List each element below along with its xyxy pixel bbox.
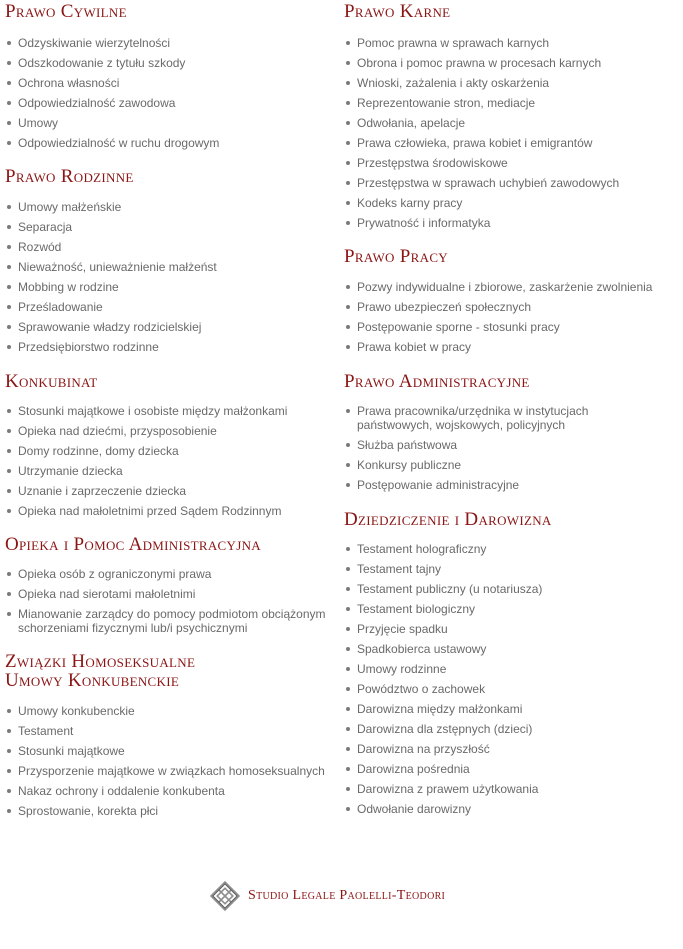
list-item: Darowizna między małżonkami	[344, 702, 679, 716]
list-item: Darowizna z prawem użytkowania	[344, 782, 679, 796]
section-title: Związki Homoseksualne	[5, 651, 196, 672]
section-title: Konkubinat	[5, 371, 98, 392]
list-item: Stosunki majątkowe	[5, 744, 335, 758]
list-item: Domy rodzinne, domy dziecka	[5, 444, 335, 458]
section-zwiazki	[5, 652, 335, 818]
list-item: Odzyskiwanie wierzytelności	[5, 36, 335, 50]
item-list	[5, 704, 335, 818]
list-item: Sprawowanie władzy rodzicielskiej	[5, 320, 335, 334]
section-prawo-karne	[344, 2, 679, 230]
section-title: Prawo Administracyjne	[344, 371, 530, 392]
item-list	[5, 200, 335, 354]
list-item: Opieka nad sierotami małoletnimi	[5, 587, 335, 601]
list-item: Mianowanie zarządcy do pomocy podmiotom obciążonym schorzeniami fizycznymi lub/i psychicznymi	[5, 607, 333, 635]
section-title: Prawo Cywilne	[5, 1, 127, 22]
list-item: Testament tajny	[344, 562, 679, 576]
list-item: Odwołania, apelacje	[344, 116, 679, 130]
list-item: Konkursy publiczne	[344, 458, 679, 472]
item-list	[5, 567, 335, 635]
list-item: Przestępstwa w sprawach uchybień zawodowych	[344, 176, 679, 190]
list-item: Postępowanie sporne - stosunki pracy	[344, 320, 679, 334]
section-title: Opieka i Pomoc Administracyjna	[5, 534, 261, 555]
section-opieka	[5, 535, 335, 635]
list-item: Kodeks karny pracy	[344, 196, 679, 210]
list-item: Ochrona własności	[5, 76, 335, 90]
list-item: Przestępstwa środowiskowe	[344, 156, 679, 170]
list-item: Pomoc prawna w sprawach karnych	[344, 36, 679, 50]
list-item: Odpowiedzialność zawodowa	[5, 96, 335, 110]
list-item: Separacja	[5, 220, 335, 234]
list-item: Sprostowanie, korekta płci	[5, 804, 335, 818]
list-item: Umowy konkubenckie	[5, 704, 335, 718]
list-item: Darowizna dla zstępnych (dzieci)	[344, 722, 679, 736]
footer-brand[interactable]	[208, 879, 478, 913]
list-item: Testament biologiczny	[344, 602, 679, 616]
list-item: Umowy	[5, 116, 335, 130]
list-item: Przedsiębiorstwo rodzinne	[5, 340, 335, 354]
list-item: Prawa pracownika/urzędnika w instytucjach państwowych, wojskowych, policyjnych	[344, 404, 602, 432]
section-prawo-administracyjne	[344, 372, 679, 492]
item-list	[5, 36, 335, 150]
list-item: Odszkodowanie z tytułu szkody	[5, 56, 335, 70]
list-item: Testament holograficzny	[344, 542, 679, 556]
list-item: Prawa człowieka, prawa kobiet i emigrantów	[344, 136, 679, 150]
section-title: Dziedziczenie i Darowizna	[344, 509, 552, 530]
list-item: Opieka osób z ograniczonymi prawa	[5, 567, 335, 581]
list-item: Stosunki majątkowe i osobiste między małżonkami	[5, 404, 335, 418]
section-konkubinat	[5, 372, 335, 518]
item-list	[344, 36, 679, 230]
section-prawo-pracy	[344, 247, 679, 354]
list-item: Rozwód	[5, 240, 335, 254]
list-item: Uznanie i zaprzeczenie dziecka	[5, 484, 335, 498]
list-item: Prawo ubezpieczeń społecznych	[344, 300, 679, 314]
section-dziedziczenie	[344, 510, 679, 816]
list-item: Przyjęcie spadku	[344, 622, 679, 636]
list-item: Testament publiczny (u notariusza)	[344, 582, 679, 596]
list-item: Nieważność, unieważnienie małżeńst	[5, 260, 335, 274]
list-item: Utrzymanie dziecka	[5, 464, 335, 478]
list-item: Prywatność i informatyka	[344, 216, 679, 230]
list-item: Wnioski, zażalenia i akty oskarżenia	[344, 76, 679, 90]
list-item: Testament	[5, 724, 335, 738]
list-item: Służba państwowa	[344, 438, 679, 452]
list-item: Powództwo o zachowek	[344, 682, 679, 696]
right-column	[344, 0, 679, 822]
list-item: Prześladowanie	[5, 300, 335, 314]
item-list	[344, 404, 679, 492]
list-item: Odpowiedzialność w ruchu drogowym	[5, 136, 335, 150]
list-item: Prawa kobiet w pracy	[344, 340, 679, 354]
brand-name: Studio Legale Paolelli-Teodori	[248, 888, 446, 903]
list-item: Spadkobierca ustawowy	[344, 642, 679, 656]
left-column	[5, 0, 335, 824]
list-item: Opieka nad dziećmi, przysposobienie	[5, 424, 335, 438]
list-item: Odwołanie darowizny	[344, 802, 679, 816]
list-item: Przysporzenie majątkowe w związkach homoseksualnych	[5, 764, 335, 778]
list-item: Opieka nad małoletnimi przed Sądem Rodzinnym	[5, 504, 335, 518]
section-title: Prawo Pracy	[344, 246, 448, 267]
list-item: Obrona i pomoc prawna w procesach karnych	[344, 56, 679, 70]
section-prawo-cywilne	[5, 2, 335, 150]
list-item: Mobbing w rodzine	[5, 280, 335, 294]
item-list	[344, 280, 679, 354]
list-item: Darowizna pośrednia	[344, 762, 679, 776]
list-item: Darowizna na przyszłość	[344, 742, 679, 756]
item-list	[5, 404, 335, 518]
celtic-knot-logo-icon	[208, 879, 242, 913]
list-item: Postępowanie administracyjne	[344, 478, 679, 492]
section-title: Prawo Rodzinne	[5, 166, 134, 187]
list-item: Umowy małżeńskie	[5, 200, 335, 214]
list-item: Pozwy indywidualne i zbiorowe, zaskarżenie zwolnienia	[344, 280, 679, 294]
item-list	[344, 542, 679, 816]
section-title: Prawo Karne	[344, 1, 451, 22]
section-prawo-rodzinne	[5, 167, 335, 354]
section-title-second-line: Umowy Konkubenckie	[5, 670, 180, 691]
list-item: Nakaz ochrony i oddalenie konkubenta	[5, 784, 335, 798]
list-item: Reprezentowanie stron, mediacje	[344, 96, 679, 110]
list-item: Umowy rodzinne	[344, 662, 679, 676]
